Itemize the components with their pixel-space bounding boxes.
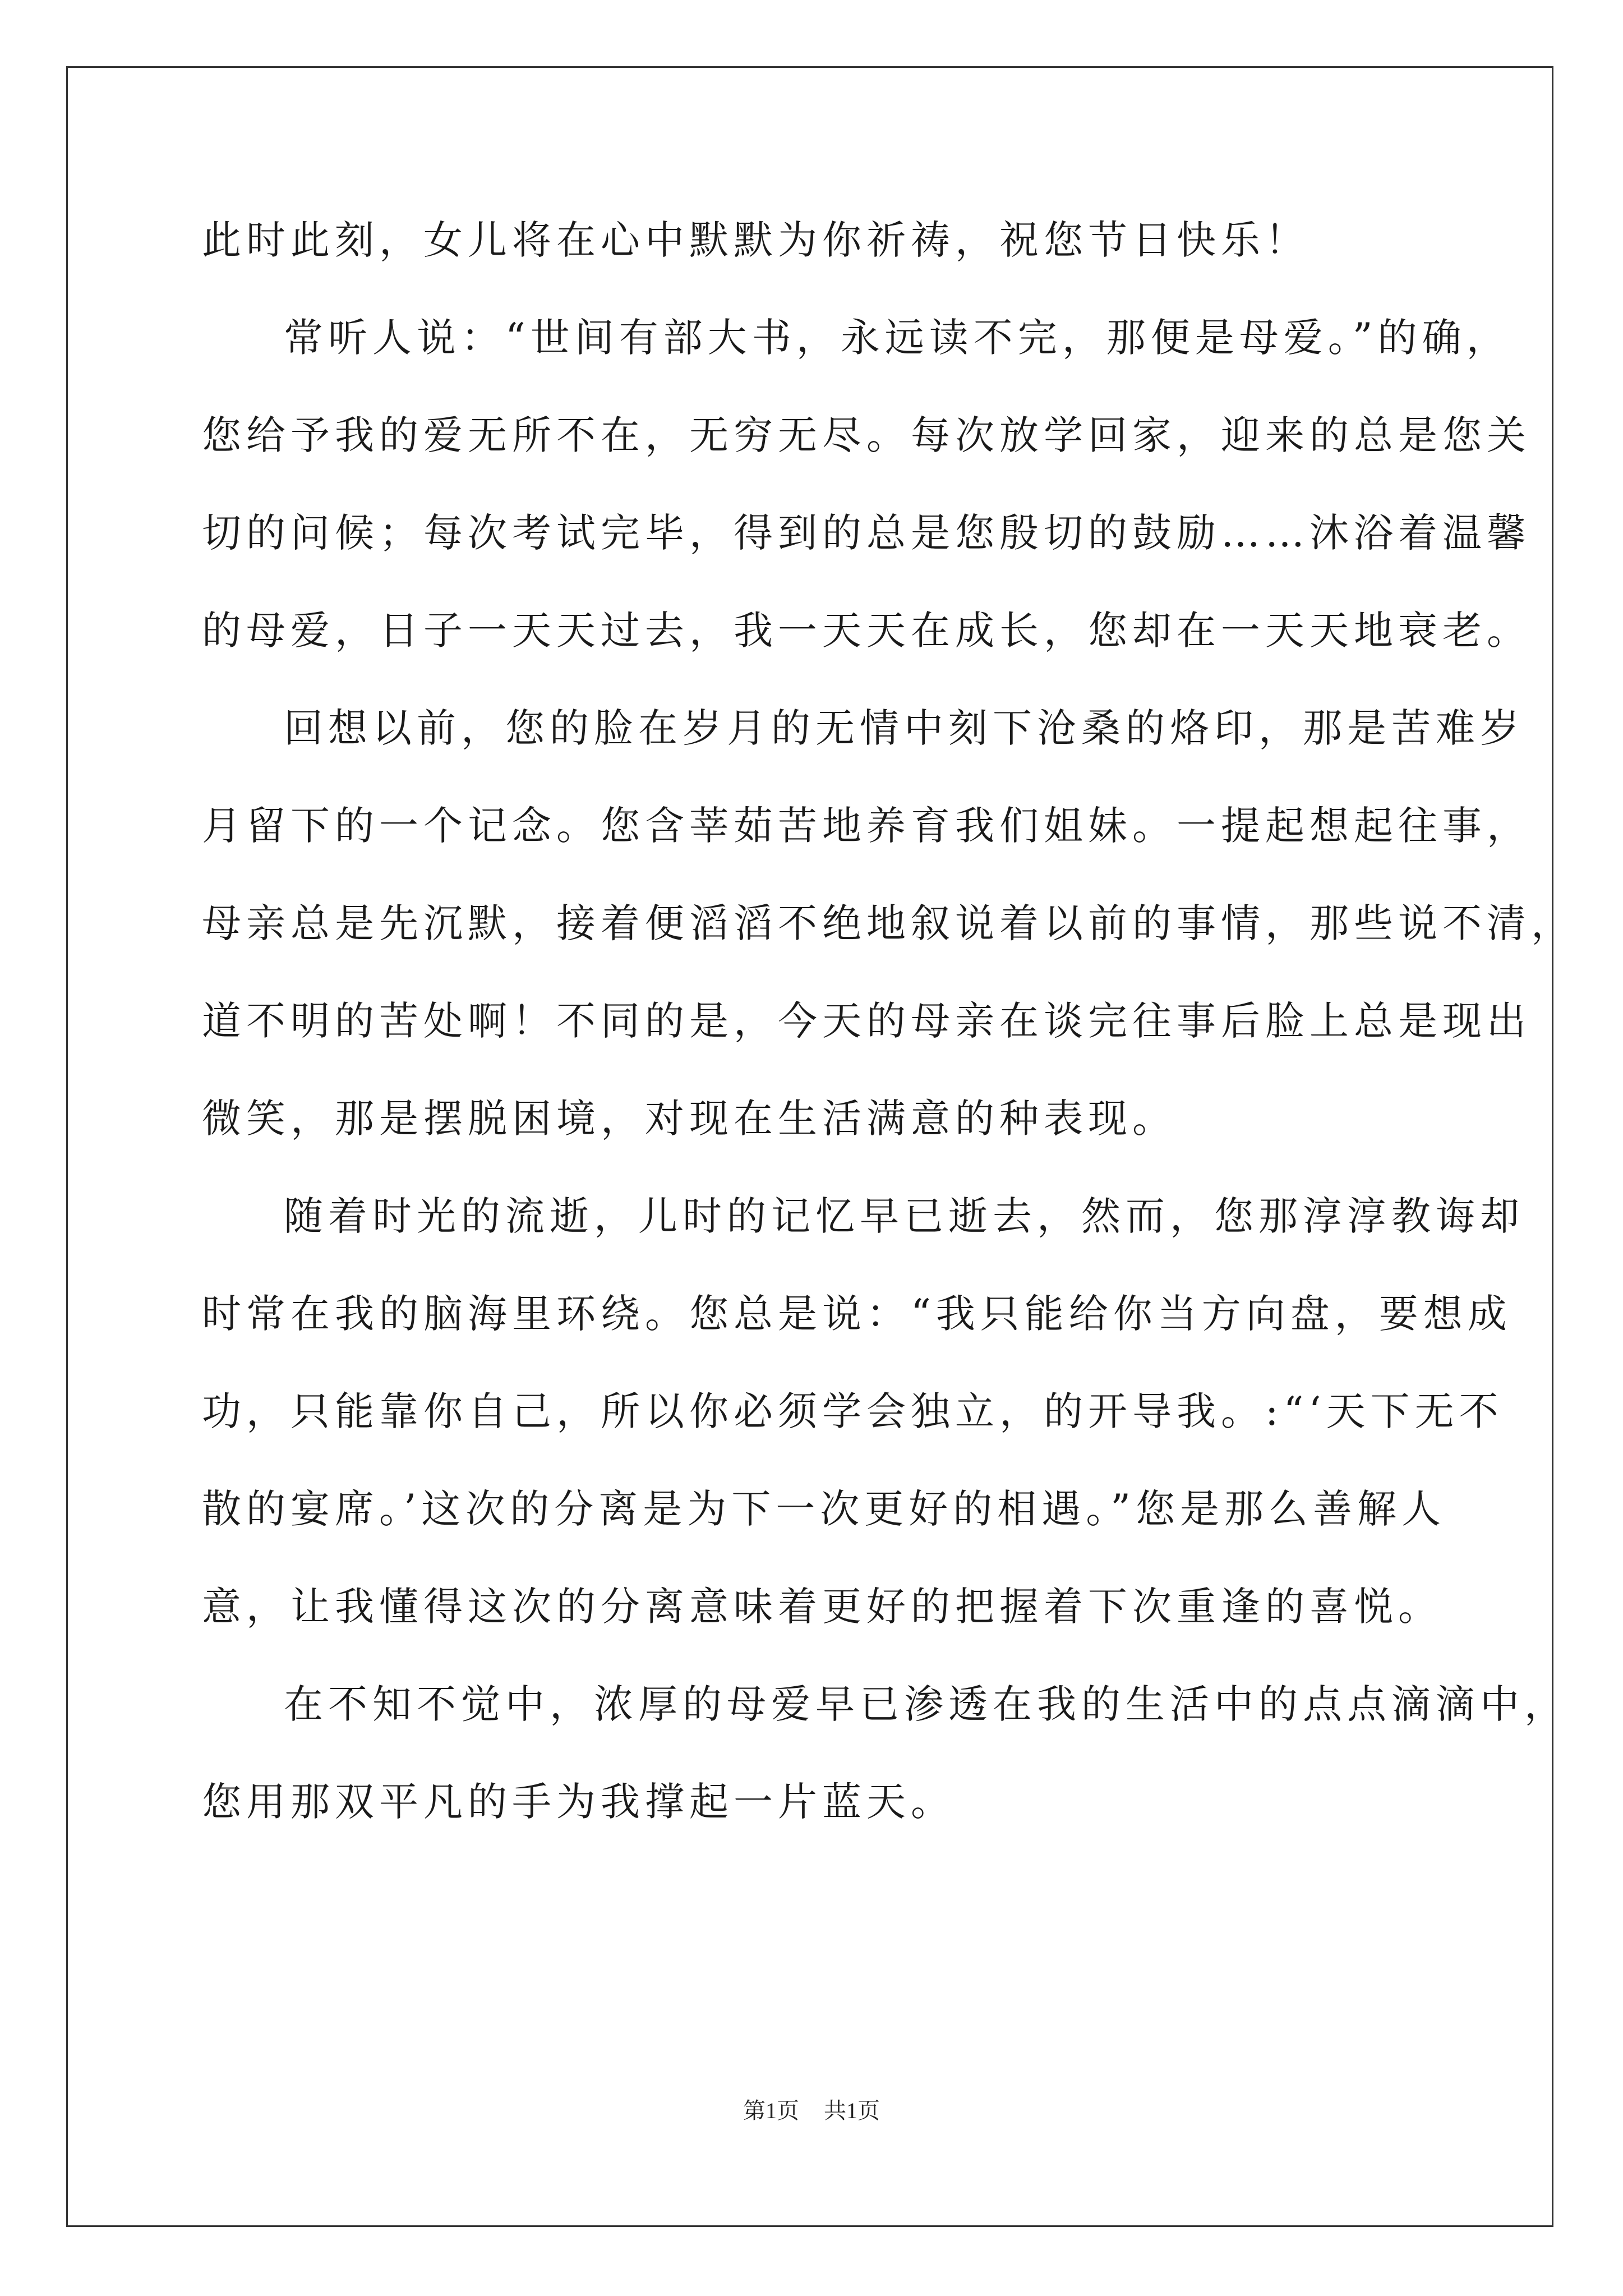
text-line: 在不知不觉中，浓厚的母爱早已渗透在我的生活中的点点滴滴中， [284, 1681, 1569, 1727]
text-line: 此时此刻，女儿将在心中默默为你祈祷，祝您节日快乐！ [202, 217, 1310, 263]
text-line: 微笑，那是摆脱困境，对现在生活满意的种表现。 [202, 1096, 1177, 1142]
text-line: 散的宴席。’这次的分离是为下一次更好的相遇。”您是那么善解人 [202, 1486, 1446, 1532]
text-line: 随着时光的流逝，儿时的记忆早已逝去，然而，您那淳淳教诲却 [284, 1193, 1524, 1239]
text-line: 意，让我懂得这次的分离意味着更好的把握着下次重逢的喜悦。 [202, 1584, 1442, 1630]
text-line: 您给予我的爱无所不在，无穷无尽。每次放学回家，迎来的总是您关 [202, 412, 1531, 458]
text-line: 的母爱，日子一天天过去，我一天天在成长，您却在一天天地衰老。 [202, 608, 1531, 654]
text-line: 功，只能靠你自己，所以你必须学会独立，的开导我。:“‘天下无不 [202, 1388, 1504, 1434]
page-total: 共1页 [824, 2098, 880, 2123]
page-border [66, 66, 1553, 2227]
text-line: 月留下的一个记念。您含莘茹苦地养育我们姐妹。一提起想起往事， [202, 803, 1531, 849]
text-line: 母亲总是先沉默，接着便滔滔不绝地叙说着以前的事情，那些说不清， [202, 900, 1575, 946]
text-line: 切的问候；每次考试完毕，得到的总是您殷切的鼓励……沐浴着温馨 [202, 510, 1531, 556]
text-line: 常听人说：“世间有部大书，永远读不完，那便是母爱。”的确， [284, 315, 1511, 361]
page-footer [0, 2097, 1623, 2125]
text-line: 您用那双平凡的手为我撑起一片蓝天。 [202, 1779, 955, 1825]
page-number: 第1页 [743, 2098, 799, 2123]
text-line: 回想以前，您的脸在岁月的无情中刻下沧桑的烙印，那是苦难岁 [284, 705, 1524, 751]
text-line: 时常在我的脑海里环绕。您总是说：“我只能给你当方向盘，要想成 [202, 1291, 1512, 1337]
text-line: 道不明的苦处啊！不同的是，今天的母亲在谈完往事后脸上总是现出 [202, 998, 1531, 1044]
